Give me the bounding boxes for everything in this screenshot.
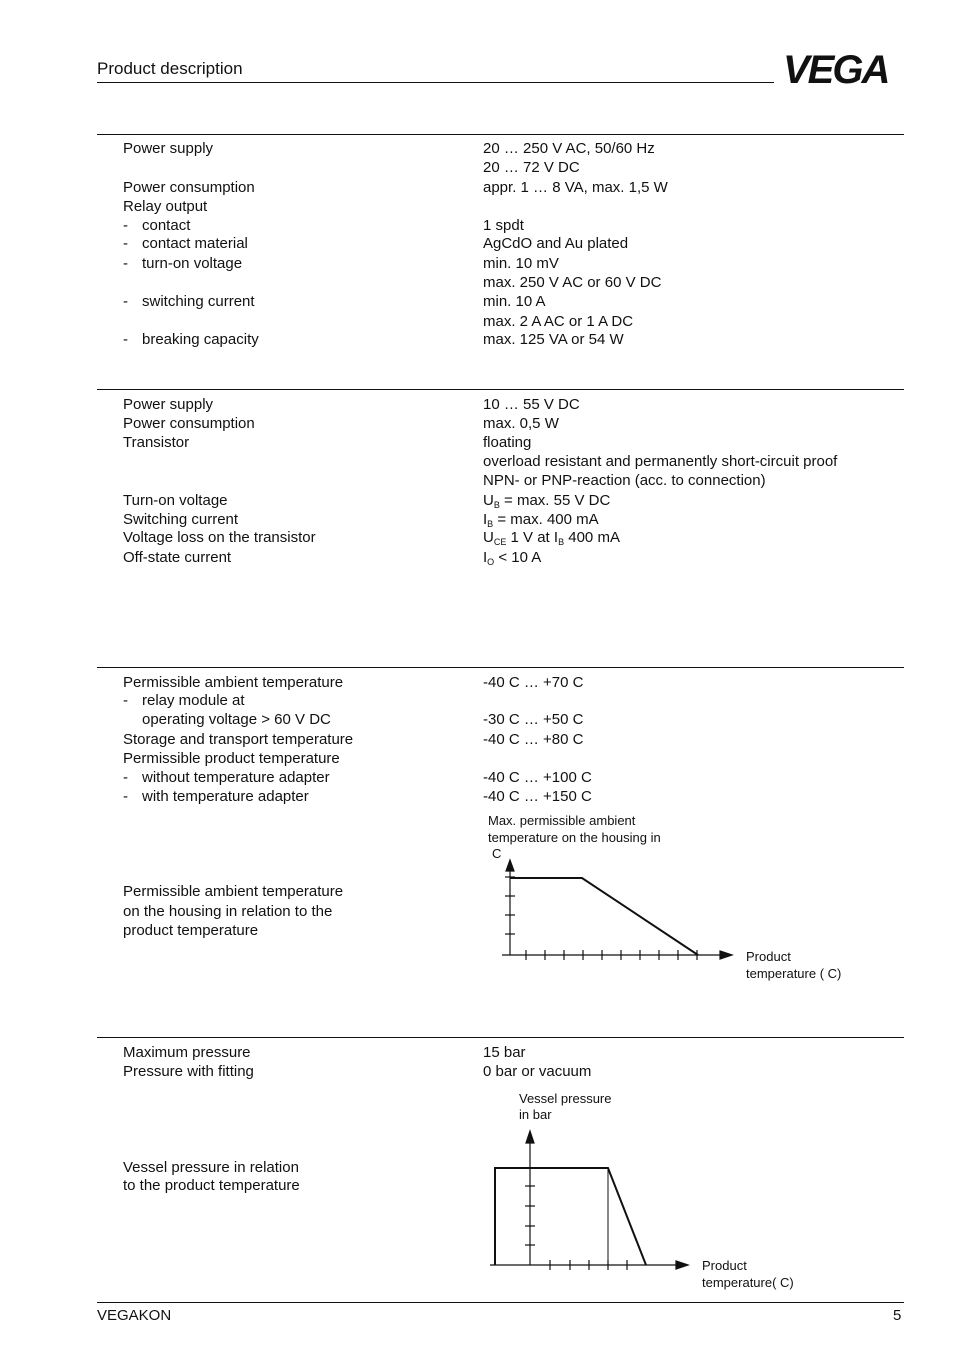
tr-switching-value-row: $I_B = \max$. 400 mA — [483, 511, 599, 529]
tr-power-supply-value: 10 … 55 V DC — [483, 396, 580, 413]
relay-contact-value: 1 spdt — [483, 217, 524, 234]
pressure-relation-line-1: Vessel pressure in relation — [123, 1159, 299, 1176]
temp-operating-voltage-value: -30 C … +50 C — [483, 711, 584, 728]
pressure-max-label: Maximum pressure — [123, 1044, 251, 1061]
relay-turn-on-label: turn-on voltage — [142, 255, 243, 272]
tr-voltage-loss-value-a: 1 V at I — [510, 529, 559, 546]
pressure-chart-x-arrow — [676, 1261, 688, 1269]
relay-turn-on-value-2: max. 250 V AC or 60 V DC — [483, 274, 662, 291]
relay-contact-label: contact — [142, 217, 191, 234]
pressure-max-value: 15 bar — [483, 1044, 526, 1061]
relay-breaking-value: max. 125 VA or 54 W — [483, 331, 624, 348]
tr-power-consumption-label: Power consumption — [123, 415, 255, 432]
relay-contact-material-value: AgCdO and Au plated — [483, 235, 629, 252]
relay-breaking-row: - breaking capacity — [123, 331, 259, 348]
pressure-chart-x-label-2: temperature( C) — [702, 1275, 794, 1290]
temp-chart-curve — [510, 878, 698, 955]
temp-chart-x-label-1: Product — [746, 949, 791, 964]
temp-ambient-label: Permissible ambient temperature — [123, 674, 344, 691]
section-rule-temperature — [97, 667, 904, 668]
relay-power-supply-value-2: 20 … 72 V DC — [483, 159, 580, 176]
temp-without-adapter-row: - without temperature adapter — [123, 769, 330, 786]
pressure-fitting-value: 0 bar or vacuum — [483, 1063, 592, 1080]
tr-voltage-loss-value-b: 400 mA — [568, 529, 620, 546]
footer-product: VEGAKON — [97, 1307, 172, 1324]
tr-transistor-value-3: NPN- or PNP-reaction (acc. to connection) — [483, 472, 766, 489]
temp-product-label: Permissible product temperature — [123, 750, 340, 767]
header-rule — [97, 82, 774, 83]
temp-operating-voltage-label: operating voltage > 60 V DC — [142, 711, 331, 728]
tr-turn-on-value: = max. 55 V DC — [504, 492, 611, 509]
relay-switching-label: switching current — [142, 293, 255, 310]
pressure-chart-y-label-1: Vessel pressure — [519, 1091, 612, 1106]
temp-relay-module-row: - relay module at — [123, 692, 245, 709]
section-rule-relay — [97, 134, 904, 135]
pressure-chart-y-label-2: in bar — [519, 1107, 552, 1122]
temp-chart-y-label-2: temperature on the housing in — [488, 830, 661, 845]
tr-power-supply-label: Power supply — [123, 396, 214, 413]
section-rule-transistor — [97, 389, 904, 390]
tr-turn-on-value-row: $U_B = \max$. 55 V DC — [483, 492, 611, 510]
tr-transistor-value-2: overload resistant and permanently short-circuit proof — [483, 453, 838, 470]
page-number: 5 — [893, 1307, 902, 1324]
temp-relation-line-1: Permissible ambient temperature — [123, 883, 344, 900]
temp-chart-x-label-2: temperature ( C) — [746, 966, 842, 981]
logo-text: VEGA — [783, 50, 889, 86]
tr-voltage-loss-label: Voltage loss on the transistor — [123, 529, 316, 546]
temp-chart-y-label-1: Max. permissible ambient — [488, 813, 636, 828]
relay-output-label: Relay output — [123, 198, 208, 215]
tr-off-state-value-row: $I_O < 10$ A — [483, 549, 542, 567]
relay-contact-material-row: - contact material — [123, 235, 248, 252]
pressure-relation-line-2: to the product temperature — [123, 1177, 300, 1194]
relay-switching-row: - switching current — [123, 293, 255, 310]
relay-turn-on-row: - turn-on voltage — [123, 255, 243, 272]
vega-logo — [783, 50, 903, 91]
page-header-title: Product description — [97, 59, 243, 78]
relay-breaking-label: breaking capacity — [142, 331, 259, 348]
tr-switching-label: Switching current — [123, 511, 239, 528]
temp-without-adapter-label: without temperature adapter — [142, 769, 330, 786]
temp-storage-label: Storage and transport temperature — [123, 731, 354, 748]
relay-power-consumption-label: Power consumption — [123, 179, 255, 196]
relay-switching-value-2: max. 2 A AC or 1 A DC — [483, 313, 634, 330]
relay-power-supply-value-1: 20 … 250 V AC, 50/60 Hz — [483, 140, 655, 157]
temp-relation-line-2: on the housing in relation to the — [123, 903, 333, 920]
temp-with-adapter-value: -40 C … +150 C — [483, 788, 592, 805]
relay-power-consumption-value: appr. 1 … 8 VA, max. 1,5 W — [483, 179, 668, 196]
tr-power-consumption-value: max. 0,5 W — [483, 415, 559, 432]
relay-contact-material-label: contact material — [142, 235, 248, 252]
temp-operating-voltage-row — [123, 710, 331, 729]
tr-switching-value: = max. 400 mA — [497, 511, 599, 528]
temp-chart-y-arrow — [506, 860, 514, 871]
tr-transistor-label: Transistor — [123, 434, 190, 451]
tr-turn-on-label: Turn-on voltage — [123, 492, 228, 509]
temp-relation-line-3: product temperature — [123, 922, 259, 939]
temp-storage-value: -40 C … +80 C — [483, 731, 584, 748]
temp-relay-module-label: relay module at — [142, 692, 245, 709]
relay-switching-value-1: min. 10 A — [483, 293, 546, 310]
temp-ambient-value: -40 C … +70 C — [483, 674, 584, 691]
temp-with-adapter-label: with temperature adapter — [142, 788, 309, 805]
temp-chart-x-arrow — [720, 951, 732, 959]
pressure-chart-curve — [495, 1168, 646, 1265]
tr-off-state-label: Off-state current — [123, 549, 232, 566]
pressure-fitting-label: Pressure with fitting — [123, 1063, 254, 1080]
footer-rule — [97, 1302, 904, 1303]
relay-power-supply-label: Power supply — [123, 140, 214, 157]
temp-without-adapter-value: -40 C … +100 C — [483, 769, 592, 786]
pressure-chart-y-arrow — [526, 1131, 534, 1143]
tr-voltage-loss-value-row: $U_{CE}$ 1 V at $I_B$ 400 mA — [483, 529, 620, 547]
pressure-chart — [485, 1125, 695, 1275]
tr-transistor-value-1: floating — [483, 434, 532, 451]
temp-derating-chart — [490, 855, 740, 970]
tr-off-state-value: < 10 A — [498, 549, 542, 566]
relay-contact-row: - contact — [123, 217, 191, 234]
pressure-chart-x-label-1: Product — [702, 1258, 747, 1273]
temp-with-adapter-row: - with temperature adapter — [123, 788, 309, 805]
section-rule-pressure — [97, 1037, 904, 1038]
relay-turn-on-value-1: min. 10 mV — [483, 255, 559, 272]
temp-chart-y-label-3: C — [492, 846, 502, 861]
